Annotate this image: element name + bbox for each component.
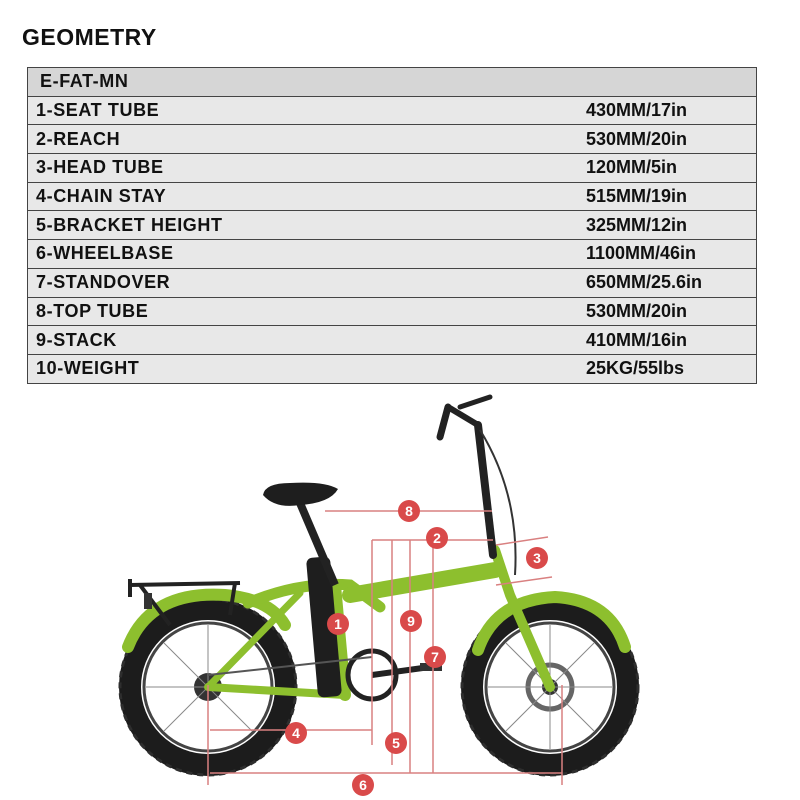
row-value: 515MM/19in bbox=[586, 186, 688, 207]
marker-2 bbox=[426, 527, 448, 549]
table-row bbox=[28, 211, 756, 240]
table-row bbox=[28, 298, 756, 327]
row-name: 1-SEAT TUBE bbox=[36, 100, 160, 121]
table-row bbox=[28, 183, 756, 212]
handlebar-stem bbox=[440, 397, 493, 555]
bike-illustration bbox=[0, 385, 800, 800]
table-row bbox=[28, 269, 756, 298]
row-value: 1100MM/46in bbox=[586, 243, 697, 264]
row-value: 25KG/55lbs bbox=[586, 358, 685, 379]
geometry-table bbox=[27, 67, 757, 384]
row-name: 3-HEAD TUBE bbox=[36, 157, 164, 178]
table-row bbox=[28, 125, 756, 154]
table-row bbox=[28, 326, 756, 355]
row-value: 530MM/20in bbox=[586, 300, 688, 321]
row-name: 7-STANDOVER bbox=[36, 272, 171, 293]
svg-text:4: 4 bbox=[292, 725, 300, 741]
marker-6 bbox=[352, 774, 374, 796]
row-name: 6-WHEELBASE bbox=[36, 243, 174, 264]
page-title: GEOMETRY bbox=[22, 24, 157, 50]
rear-light bbox=[144, 593, 152, 609]
model-name: E-FAT-MN bbox=[40, 71, 129, 92]
row-value: 410MM/16in bbox=[586, 329, 688, 350]
table-row bbox=[28, 355, 756, 384]
row-name: 8-TOP TUBE bbox=[36, 300, 149, 321]
table-row bbox=[28, 154, 756, 183]
table-row bbox=[28, 240, 756, 269]
row-name: 10-WEIGHT bbox=[36, 358, 140, 379]
row-value: 530MM/20in bbox=[586, 128, 688, 149]
svg-text:3: 3 bbox=[533, 550, 541, 566]
svg-text:1: 1 bbox=[334, 616, 342, 632]
table-header-row bbox=[28, 68, 756, 97]
marker-3 bbox=[526, 547, 548, 569]
svg-text:6: 6 bbox=[359, 777, 367, 793]
row-name: 9-STACK bbox=[36, 329, 117, 350]
row-name: 4-CHAIN STAY bbox=[36, 186, 167, 207]
row-name: 2-REACH bbox=[36, 128, 121, 149]
marker-5 bbox=[385, 732, 407, 754]
row-value: 430MM/17in bbox=[586, 100, 688, 121]
table-row bbox=[28, 97, 756, 126]
bike-diagram bbox=[0, 385, 800, 800]
row-value: 650MM/25.6in bbox=[586, 272, 703, 293]
row-value: 120MM/5in bbox=[586, 157, 678, 178]
row-value: 325MM/12in bbox=[586, 214, 688, 235]
svg-text:5: 5 bbox=[392, 735, 400, 751]
svg-text:7: 7 bbox=[431, 649, 439, 665]
svg-text:2: 2 bbox=[433, 530, 441, 546]
marker-4 bbox=[285, 722, 307, 744]
svg-text:8: 8 bbox=[405, 503, 413, 519]
marker-8 bbox=[398, 500, 420, 522]
marker-7 bbox=[424, 646, 446, 668]
svg-text:9: 9 bbox=[407, 613, 415, 629]
marker-1 bbox=[327, 613, 349, 635]
marker-9 bbox=[400, 610, 422, 632]
saddle bbox=[263, 483, 338, 506]
row-name: 5-BRACKET HEIGHT bbox=[36, 214, 223, 235]
